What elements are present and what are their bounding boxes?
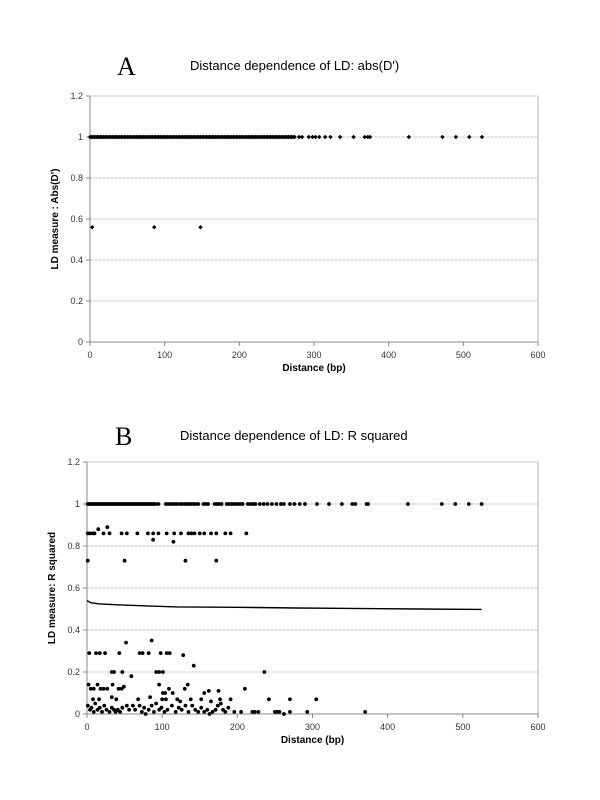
data-point [262, 670, 266, 674]
data-point [467, 135, 471, 139]
data-point [317, 135, 321, 139]
data-point [183, 687, 187, 691]
data-point [108, 532, 112, 536]
chart-b-plot [47, 457, 546, 746]
y-tick-label: 0.6 [67, 583, 80, 593]
data-point [184, 559, 188, 563]
data-point [86, 704, 90, 708]
data-point [288, 710, 292, 714]
x-tick-label: 500 [455, 722, 471, 732]
trend-line [87, 601, 482, 610]
data-point [327, 502, 331, 506]
data-point [100, 710, 104, 714]
data-point [86, 559, 90, 563]
x-tick-label: 600 [530, 350, 546, 360]
data-point [165, 532, 169, 536]
data-point [129, 674, 133, 678]
data-point [340, 502, 344, 506]
data-point [187, 710, 191, 714]
data-point [440, 135, 444, 139]
data-point [148, 695, 152, 699]
data-point [124, 641, 128, 645]
y-tick-label: 1 [74, 499, 80, 509]
data-point [209, 700, 213, 704]
data-point [120, 706, 124, 710]
data-point [267, 697, 271, 701]
data-point [160, 706, 164, 710]
data-point [103, 651, 107, 655]
data-point [167, 687, 171, 691]
chart-a-plot [50, 91, 546, 374]
data-point [114, 697, 118, 701]
data-point [142, 706, 146, 710]
data-point [118, 710, 122, 714]
data-point [223, 532, 227, 536]
data-point [338, 135, 342, 139]
data-point [136, 697, 140, 701]
y-tick-label: 1 [77, 132, 83, 142]
x-tick-label: 400 [381, 350, 397, 360]
data-point [138, 704, 142, 708]
data-point [453, 502, 457, 506]
data-point [196, 502, 200, 506]
data-point [133, 708, 137, 712]
data-point [205, 708, 209, 712]
data-point [270, 502, 274, 506]
y-tick-label: 0.2 [70, 296, 83, 306]
data-point [90, 225, 94, 229]
data-point [198, 225, 202, 229]
x-axis-label: Distance (bp) [282, 363, 346, 374]
chart-a-title: Distance dependence of LD: abs(D') [190, 58, 400, 73]
data-point [229, 697, 233, 701]
data-point [157, 502, 161, 506]
data-point [407, 135, 411, 139]
data-point [209, 532, 213, 536]
data-point [314, 697, 318, 701]
data-point [220, 502, 224, 506]
data-point [161, 670, 165, 674]
y-tick-label: 1.2 [67, 457, 80, 467]
data-point [323, 135, 327, 139]
data-point [122, 685, 126, 689]
data-point [150, 704, 154, 708]
data-point [454, 135, 458, 139]
y-axis-label: LD measure : Abs(D') [50, 168, 61, 270]
x-tick-label: 400 [380, 722, 396, 732]
data-point [244, 532, 248, 536]
data-point [180, 708, 184, 712]
data-point [166, 708, 170, 712]
data-point [363, 710, 367, 714]
data-point [328, 135, 332, 139]
data-point [303, 502, 307, 506]
data-point [163, 691, 167, 695]
data-point [157, 532, 161, 536]
data-point [172, 532, 176, 536]
data-point [157, 670, 161, 674]
data-point [223, 710, 227, 714]
data-point [218, 697, 222, 701]
data-point [96, 683, 100, 687]
data-point [172, 540, 176, 544]
data-point [190, 704, 194, 708]
data-point [305, 710, 309, 714]
x-tick-label: 0 [84, 722, 90, 732]
data-point [91, 697, 95, 701]
data-point [196, 710, 200, 714]
x-tick-label: 300 [306, 350, 322, 360]
data-point [256, 710, 260, 714]
data-point [110, 695, 114, 699]
data-point [108, 710, 112, 714]
data-point [214, 559, 218, 563]
data-point [243, 687, 247, 691]
data-point [178, 700, 182, 704]
x-tick-label: 300 [304, 722, 321, 732]
data-point [214, 708, 218, 712]
data-point [282, 712, 286, 716]
data-point [229, 532, 233, 536]
panel-a-letter: A [117, 52, 136, 81]
data-point [440, 502, 444, 506]
data-point [127, 708, 131, 712]
data-point [150, 639, 154, 643]
data-point [293, 502, 297, 506]
data-point [198, 532, 202, 536]
data-point [199, 697, 203, 701]
data-point [90, 706, 94, 710]
data-point [92, 710, 96, 714]
y-tick-label: 1.2 [70, 91, 83, 101]
data-point [275, 502, 279, 506]
data-point [186, 683, 190, 687]
y-tick-label: 0.6 [70, 214, 83, 224]
data-point [87, 651, 91, 655]
data-point [140, 710, 144, 714]
data-point [87, 683, 91, 687]
data-point [193, 532, 197, 536]
data-point [174, 710, 178, 714]
data-point [189, 697, 193, 701]
data-point [135, 532, 139, 536]
data-point [184, 704, 188, 708]
data-point [217, 689, 221, 693]
data-point [239, 710, 243, 714]
data-point [125, 532, 129, 536]
data-point [181, 653, 185, 657]
data-point [146, 532, 150, 536]
data-point [366, 502, 370, 506]
y-tick-label: 0 [74, 709, 80, 719]
x-tick-label: 100 [157, 350, 173, 360]
x-tick-label: 600 [530, 722, 546, 732]
data-point [480, 135, 484, 139]
data-point [160, 697, 164, 701]
data-point [192, 664, 196, 668]
data-point [315, 502, 319, 506]
y-axis-label: LD measure: R squared [47, 531, 58, 645]
data-point [96, 527, 100, 531]
x-axis-label: Distance (bp) [280, 735, 345, 746]
data-point [154, 702, 158, 706]
data-point [93, 532, 97, 536]
data-point [151, 538, 155, 542]
data-point [219, 702, 223, 706]
data-point [120, 670, 124, 674]
data-point [282, 502, 286, 506]
data-point [123, 559, 127, 563]
data-point [406, 502, 410, 506]
data-point [105, 687, 109, 691]
y-tick-label: 0.4 [67, 625, 80, 635]
data-point [120, 532, 124, 536]
data-point [152, 710, 156, 714]
data-point [353, 502, 357, 506]
data-point [147, 651, 151, 655]
y-tick-label: 0.4 [70, 255, 83, 265]
data-point [144, 712, 148, 716]
data-point [170, 704, 174, 708]
data-point [278, 710, 282, 714]
y-tick-label: 0.8 [70, 173, 83, 183]
data-point [368, 135, 372, 139]
data-point [147, 708, 151, 712]
data-point [300, 135, 304, 139]
data-point [164, 697, 168, 701]
data-point [241, 502, 245, 506]
data-point [102, 687, 106, 691]
data-point [98, 651, 102, 655]
data-point [157, 683, 161, 687]
data-point [105, 525, 109, 529]
data-point [171, 691, 175, 695]
data-point [351, 135, 355, 139]
data-point [168, 651, 172, 655]
data-point [288, 697, 292, 701]
data-point [141, 651, 145, 655]
data-point [206, 502, 210, 506]
data-point [98, 706, 102, 710]
x-tick-label: 200 [229, 722, 245, 732]
x-tick-label: 200 [231, 350, 247, 360]
data-point [202, 691, 206, 695]
data-point [467, 502, 471, 506]
data-point [207, 689, 211, 693]
data-point [97, 697, 101, 701]
data-point [480, 502, 484, 506]
y-tick-label: 0.8 [67, 541, 80, 551]
data-point [102, 704, 106, 708]
data-point [125, 704, 129, 708]
chart-b-title: Distance dependence of LD: R squared [180, 428, 408, 443]
data-point [94, 651, 98, 655]
data-point [131, 704, 135, 708]
data-point [262, 502, 266, 506]
data-point [159, 651, 163, 655]
data-point [253, 710, 257, 714]
y-tick-label: 0.2 [67, 667, 80, 677]
panel-b-letter: B [115, 422, 133, 451]
data-point [226, 706, 230, 710]
data-point [112, 670, 116, 674]
data-point [111, 683, 115, 687]
data-point [92, 687, 96, 691]
data-point [298, 502, 302, 506]
x-tick-label: 0 [87, 350, 93, 360]
x-tick-label: 500 [455, 350, 471, 360]
data-point [93, 702, 97, 706]
data-point [288, 502, 292, 506]
data-point [258, 502, 262, 506]
data-point [253, 502, 257, 506]
x-tick-label: 100 [154, 722, 170, 732]
data-point [151, 532, 155, 536]
data-point [202, 532, 206, 536]
data-point [266, 502, 270, 506]
data-point [117, 651, 121, 655]
data-point [214, 532, 218, 536]
data-point [152, 225, 156, 229]
data-point [232, 710, 236, 714]
data-point [179, 532, 183, 536]
data-point [199, 706, 203, 710]
data-point [102, 532, 106, 536]
y-tick-label: 0 [77, 337, 83, 347]
